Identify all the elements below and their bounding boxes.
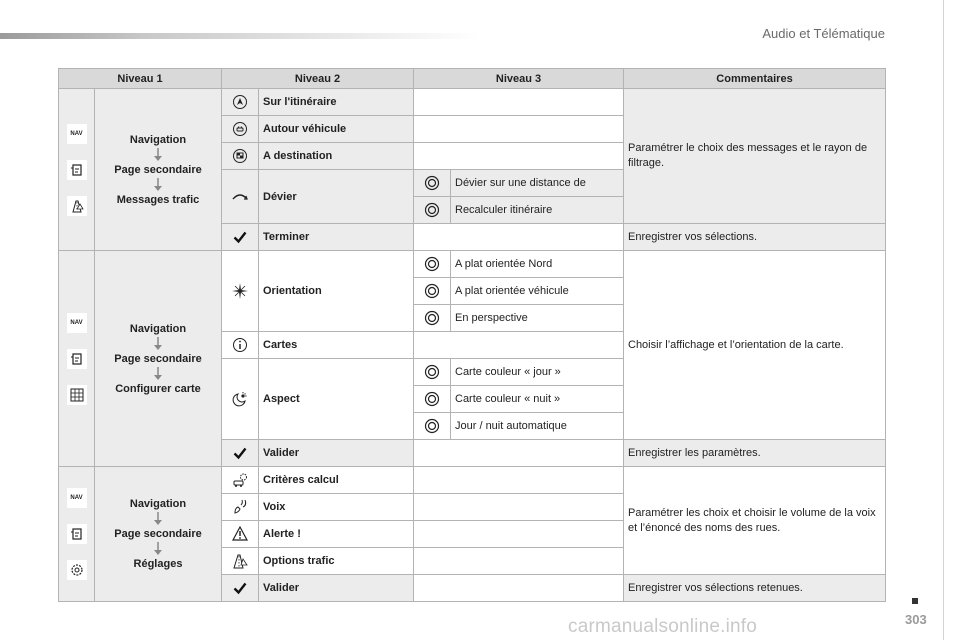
traffic-icon-cell [222,548,259,575]
header-level-2: Niveau 2 [222,69,414,89]
down-arrow-icon [152,512,164,526]
radio-cell [414,413,451,440]
nav-button-icon: NAV [67,313,87,333]
info-icon [232,337,248,353]
down-arrow-icon [152,542,164,556]
option-finish[interactable]: Terminer [259,224,414,251]
group2-comment: Choisir l’affichage et l’orientation de la carte. [624,251,886,440]
radio-icon [424,418,440,434]
path-navigation: Navigation [129,133,187,146]
check-icon-cell [222,224,259,251]
suboption-auto-day-night[interactable]: Jour / nuit automatique [451,413,624,440]
suboption-day-map[interactable]: Carte couleur « jour » [451,359,624,386]
route-icon [232,94,248,110]
page-number: 303 [905,612,927,627]
empty-level3-cell [414,494,624,521]
level1-path-cell [95,251,222,467]
empty-level3-cell [414,521,624,548]
radio-cell [414,278,451,305]
option-orientation[interactable]: Orientation [259,251,414,332]
table-row [59,251,886,278]
radio-cell [414,359,451,386]
compass-star-icon [232,283,248,299]
check-icon [232,580,248,596]
group3-final-comment: Enregistrer vos sélections retenues. [624,575,886,602]
option-aspect[interactable]: Aspect [259,359,414,440]
radio-cell [414,170,451,197]
path-secondary-page: Page secondaire [114,352,202,365]
option-validate[interactable]: Valider [259,440,414,467]
criteria-icon-cell [222,467,259,494]
path-settings: Réglages [133,558,183,570]
radio-icon [424,310,440,326]
radio-icon [424,175,440,191]
level1-path-cell [95,467,222,602]
check-icon-cell [222,575,259,602]
option-detour[interactable]: Dévier [259,170,414,224]
radio-icon [424,391,440,407]
detour-icon [232,189,248,205]
down-arrow-icon [152,337,164,351]
secondary-page-icon [67,160,87,180]
empty-level3-cell [414,332,624,359]
empty-level3-cell [414,467,624,494]
flag-circle-icon [232,148,248,164]
suboption-detour-distance[interactable]: Dévier sur une distance de [451,170,624,197]
route-criteria-icon [232,472,248,488]
group3-comment: Paramétrer les choix et choisir le volume de la voix et l’énoncé des noms des rues. [624,467,886,575]
compass-icon-cell [222,251,259,332]
group1-comment: Paramétrer le choix des messages et le rayon de filtrage. [624,89,886,224]
day-night-icon [232,391,248,407]
voice-icon-cell [222,494,259,521]
group2-final-comment: Enregistrer les paramètres. [624,440,886,467]
traffic-icon [232,553,248,569]
path-secondary-page: Page secondaire [114,163,202,176]
empty-level3-cell [414,440,624,467]
suboption-recalculate-route[interactable]: Recalculer itinéraire [451,197,624,224]
voice-icon [232,499,248,515]
empty-level3-cell [414,224,624,251]
radio-cell [414,197,451,224]
menu-table [58,68,886,602]
option-alert[interactable]: Alerte ! [259,521,414,548]
watermark: carmanualsonline.info [568,616,758,637]
path-navigation: Navigation [129,322,187,335]
path-traffic-messages: Messages trafic [116,193,200,206]
header-level-3: Niveau 3 [414,69,624,89]
radio-icon [424,364,440,380]
level1-icons-cell [59,467,95,602]
option-traffic-options[interactable]: Options trafic [259,548,414,575]
table-row [59,89,886,116]
traffic-messages-icon [67,196,87,216]
radio-cell [414,251,451,278]
option-voice[interactable]: Voix [259,494,414,521]
suboption-night-map[interactable]: Carte couleur « nuit » [451,386,624,413]
suboption-perspective[interactable]: En perspective [451,305,624,332]
option-maps[interactable]: Cartes [259,332,414,359]
header-gradient-bar [0,33,480,39]
check-icon [232,229,248,245]
route-icon-cell [222,89,259,116]
car-icon-cell [222,116,259,143]
option-validate[interactable]: Valider [259,575,414,602]
empty-level3-cell [414,548,624,575]
option-at-destination[interactable]: A destination [259,143,414,170]
radio-cell [414,386,451,413]
down-arrow-icon [152,148,164,162]
radio-cell [414,305,451,332]
check-icon-cell [222,440,259,467]
empty-level3-cell [414,143,624,170]
level1-path-cell [95,89,222,251]
settings-gear-icon [67,560,87,580]
suboption-vehicle-up[interactable]: A plat orientée véhicule [451,278,624,305]
option-route-criteria[interactable]: Critères calcul [259,467,414,494]
header-comments: Commentaires [624,69,886,89]
nav-button-icon: NAV [67,488,87,508]
down-arrow-icon [152,367,164,381]
group1-final-comment: Enregistrer vos sélections. [624,224,886,251]
header-level-1: Niveau 1 [59,69,222,89]
section-marker [912,598,918,604]
empty-level3-cell [414,116,624,143]
level1-icons-cell [59,251,95,467]
option-around-vehicle[interactable]: Autour véhicule [259,116,414,143]
path-navigation: Navigation [129,498,187,510]
nav-button-icon: NAV [67,124,87,144]
radio-icon [424,256,440,272]
flag-icon-cell [222,143,259,170]
table-row [59,467,886,494]
secondary-page-icon [67,349,87,369]
car-circle-icon [232,121,248,137]
detour-icon-cell [222,170,259,224]
empty-level3-cell [414,89,624,116]
map-settings-icon [67,385,87,405]
level1-icons-cell [59,89,95,251]
section-title: Audio et Télématique [762,26,885,41]
empty-level3-cell [414,575,624,602]
info-icon-cell [222,332,259,359]
check-icon [232,445,248,461]
path-configure-map: Configurer carte [115,382,201,395]
down-arrow-icon [152,178,164,192]
radio-icon [424,283,440,299]
secondary-page-icon [67,524,87,544]
radio-icon [424,202,440,218]
option-on-route[interactable]: Sur l'itinéraire [259,89,414,116]
warning-icon [232,526,248,542]
path-secondary-page: Page secondaire [114,528,202,540]
right-margin-rule [943,0,944,640]
table-header-row [59,69,886,89]
aspect-icon-cell [222,359,259,440]
warning-icon-cell [222,521,259,548]
suboption-north-up[interactable]: A plat orientée Nord [451,251,624,278]
